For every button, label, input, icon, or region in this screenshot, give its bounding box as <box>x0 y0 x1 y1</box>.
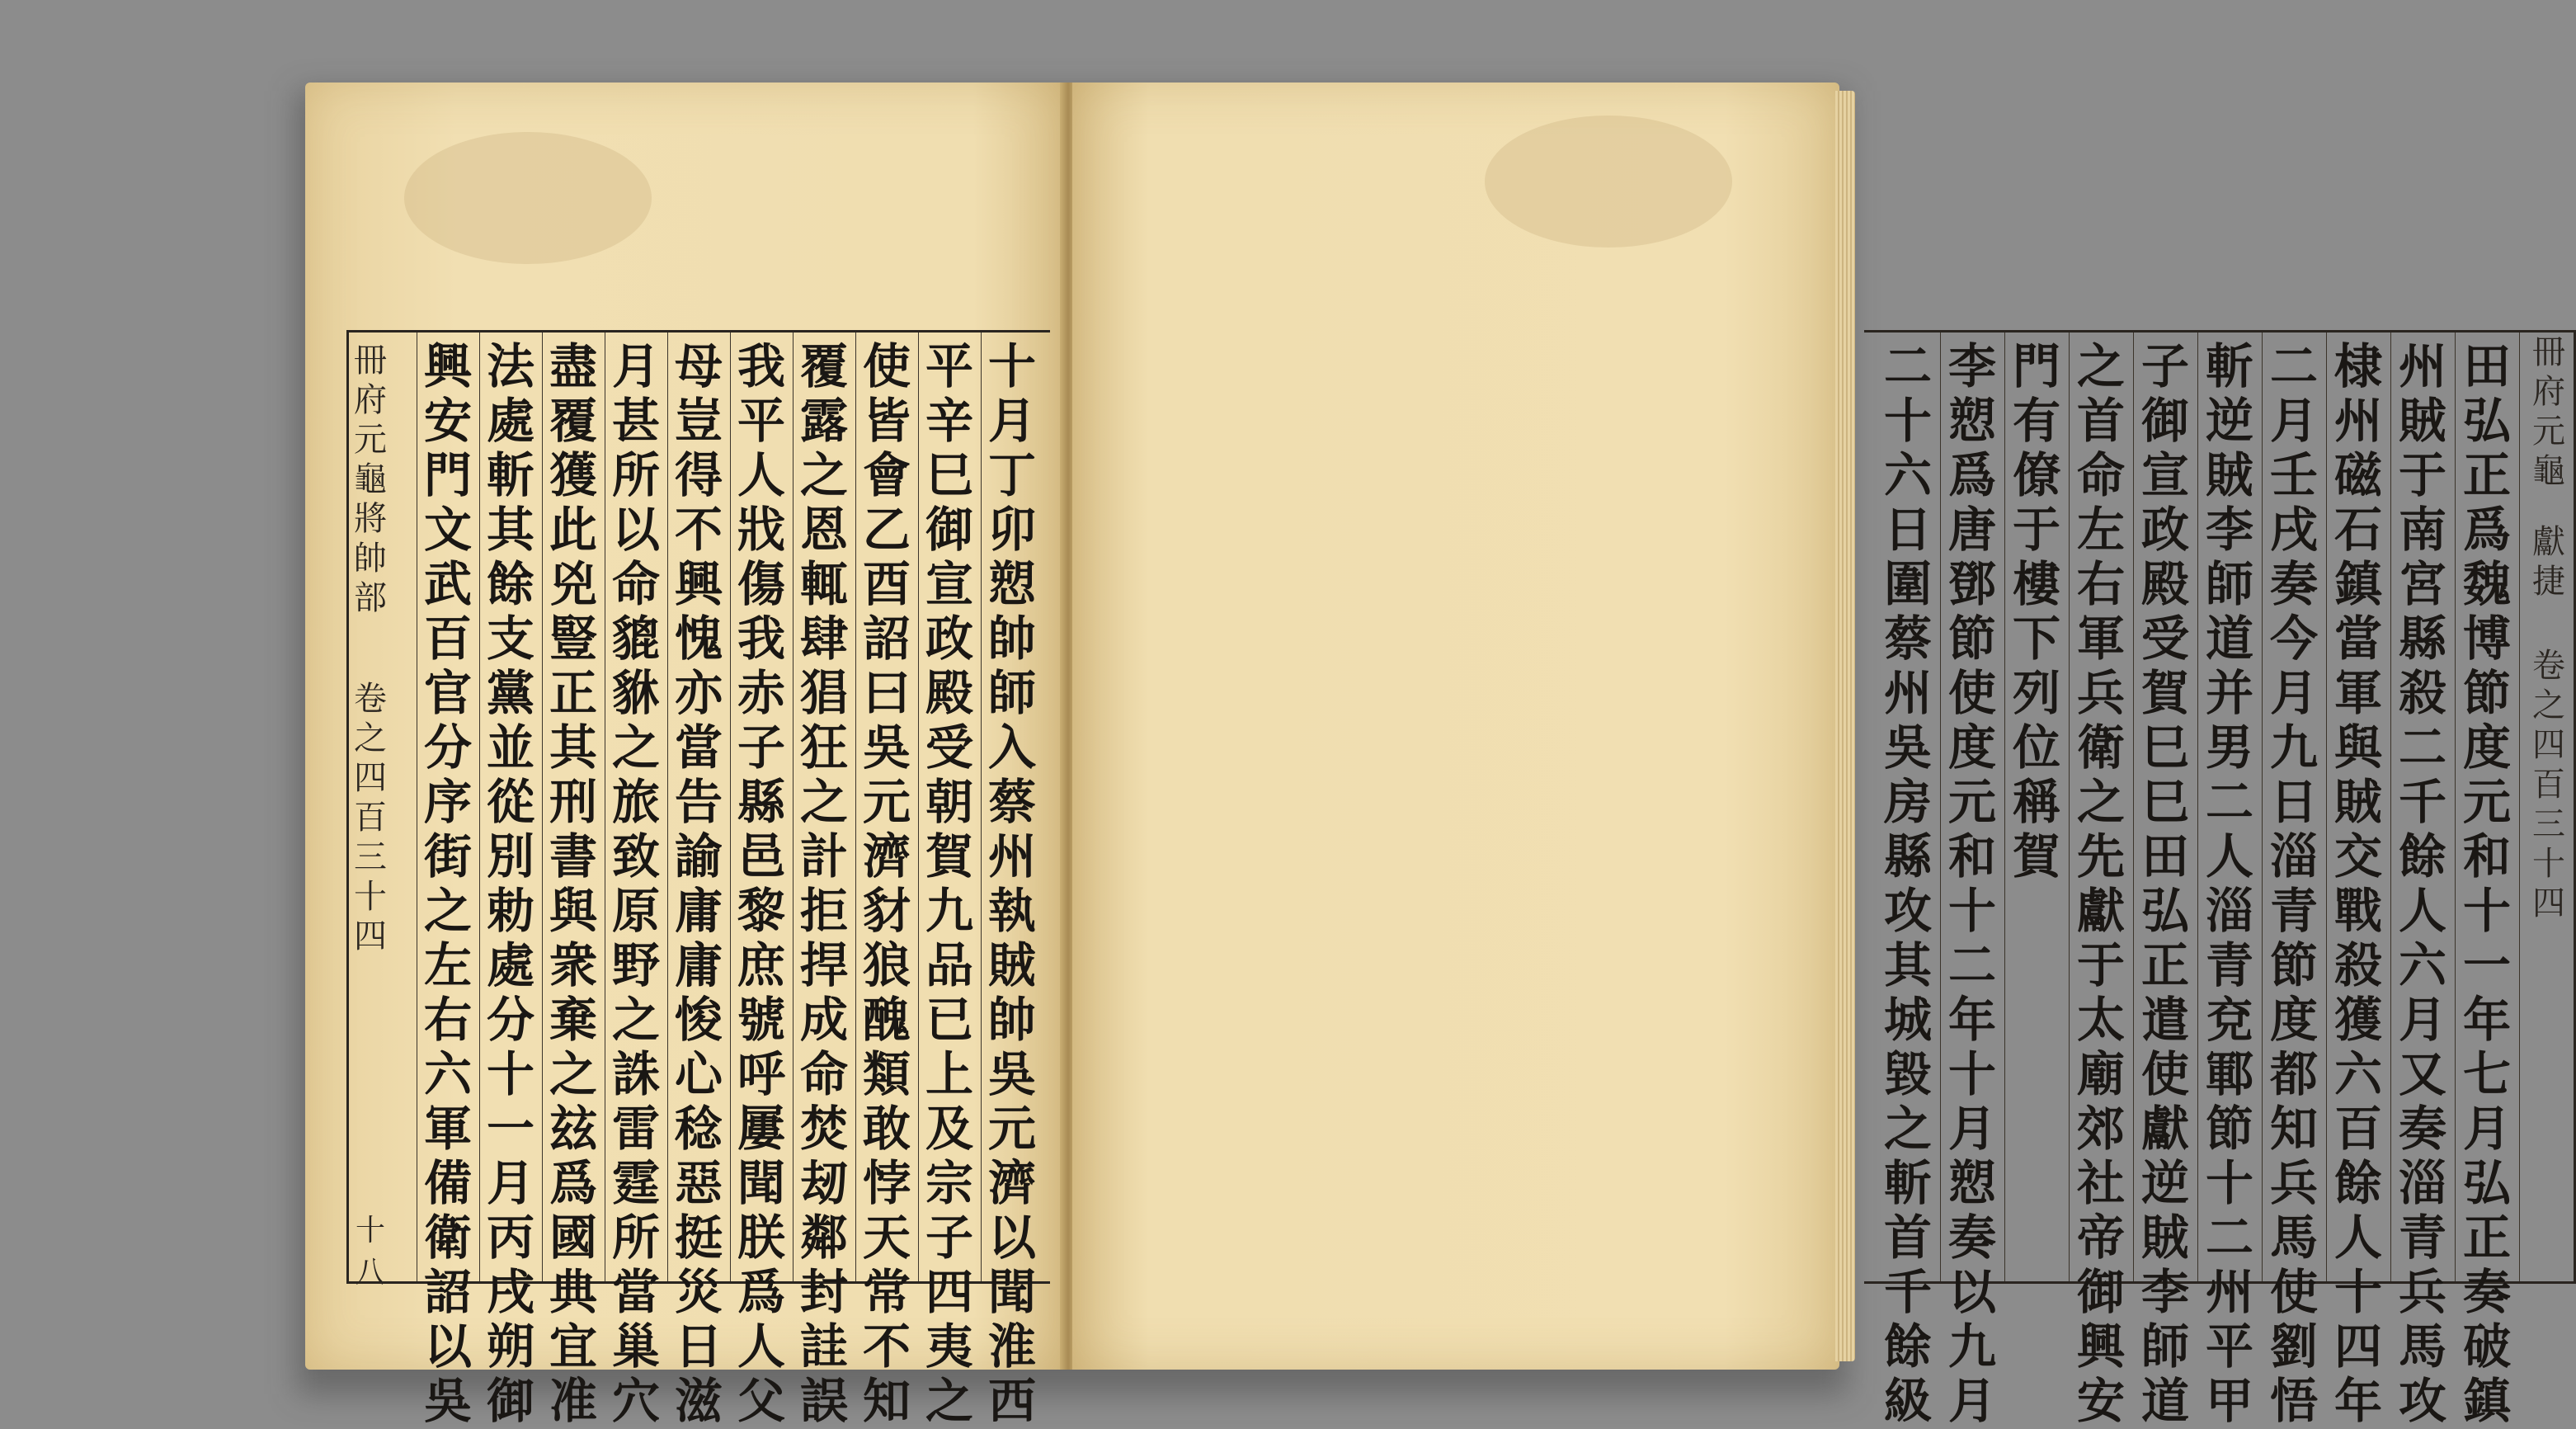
text-column: 州 賊 于 南 宮 縣 殺 二 千 餘 人 六 月 又 奏 淄 青 兵 馬 攻 <box>2398 338 2446 1429</box>
text-column: 母 豈 得 不 興 愧 亦 當 告 諭 庸 庸 悛 心 稔 惡 挺 災 日 滋 <box>674 338 723 1429</box>
text-column: 二 十 六 日 圍 蔡 州 吳 房 縣 攻 其 城 毀 之 斬 首 千 餘 級 <box>1883 338 1932 1429</box>
column-rule <box>2133 332 2134 1281</box>
right-margin-title: 冊 府 元 龜 <box>2532 333 2565 490</box>
column-rule <box>2197 332 2198 1281</box>
column-rule <box>730 332 731 1281</box>
text-column: 田 弘 正 爲 魏 博 節 度 元 和 十 一 年 七 月 弘 正 奏 破 鎮 <box>2462 338 2511 1429</box>
text-column: 盡 覆 獲 此 兇 豎 正 其 刑 書 與 衆 棄 之 玆 爲 國 典 宜 准 <box>549 338 597 1429</box>
text-column: 之 首 命 左 右 軍 兵 衛 之 先 獻 于 太 廟 郊 社 帝 御 興 安 <box>2076 338 2125 1429</box>
left-margin-title: 冊 府 元 龜 將 帥 部 <box>354 342 387 617</box>
text-column: 興 安 門 文 武 百 官 分 序 街 之 左 右 六 軍 備 衛 詔 以 吳 <box>423 338 472 1429</box>
text-column: 門 有 僚 于 樓 下 列 位 稱 賀 <box>2012 338 2060 884</box>
open-book <box>305 83 2565 1429</box>
right-text-frame <box>1864 330 2576 1429</box>
column-rule <box>2455 332 2456 1281</box>
column-rule <box>2519 332 2520 1281</box>
column-rule <box>1940 332 1941 1281</box>
text-column: 斬 逆 賊 李 師 道 并 男 二 人 淄 青 兗 鄆 節 十 二 州 平 甲 <box>2205 338 2253 1429</box>
column-rule <box>2069 332 2070 1281</box>
column-rule <box>2262 332 2263 1281</box>
column-rule <box>542 332 543 1281</box>
text-column: 十 月 丁 卯 愬 帥 師 入 蔡 州 執 賊 帥 吳 元 濟 以 聞 淮 西 <box>987 338 1036 1429</box>
paper-stain <box>1485 116 1732 248</box>
column-rule <box>479 332 480 1281</box>
left-page <box>305 83 1064 1429</box>
left-margin-volume: 卷 之 四 百 三 十 四 <box>354 680 387 955</box>
column-rule <box>2326 332 2327 1281</box>
left-text-frame <box>346 330 1050 1429</box>
paper-stain <box>404 132 652 264</box>
text-column: 我 平 人 戕 傷 我 赤 子 縣 邑 黎 庶 號 呼 屢 聞 朕 爲 人 父 <box>737 338 785 1429</box>
column-rule <box>667 332 668 1281</box>
text-column: 棣 州 磁 石 鎮 當 軍 與 賊 交 戰 殺 獲 六 百 餘 人 十 四 年 <box>2333 338 2382 1429</box>
left-text-columns <box>349 332 1050 1429</box>
right-text-columns <box>1864 332 2574 1429</box>
right-margin-volume: 卷 之 四 百 三 十 四 <box>2532 647 2565 922</box>
text-column: 子 御 宣 政 殿 受 賀 巳 巳 田 弘 正 遣 使 獻 逆 賊 李 師 道 <box>2140 338 2189 1429</box>
column-rule <box>855 332 856 1281</box>
right-page <box>1072 83 2565 1429</box>
text-column: 李 愬 爲 唐 鄧 節 使 度 元 和 十 二 年 十 月 愬 奏 以 九 月 <box>1947 338 1996 1429</box>
right-margin-subtitle: 獻 捷 <box>2532 523 2565 601</box>
column-rule <box>918 332 919 1281</box>
column-rule <box>2390 332 2391 1281</box>
column-rule <box>2004 332 2005 1281</box>
page-number: 十 八 <box>356 1214 386 1290</box>
text-column: 覆 露 之 恩 輒 肆 猖 狂 之 計 拒 捍 成 命 焚 刼 鄰 封 詿 誤 <box>799 338 848 1429</box>
text-column: 法 處 斬 其 餘 支 黨 並 從 別 勅 處 分 十 一 月 丙 戌 朔 御 <box>486 338 535 1429</box>
text-column: 二 月 壬 戌 奏 今 月 九 日 淄 青 節 度 都 知 兵 馬 使 劉 悟 <box>2269 338 2318 1429</box>
text-column: 月 甚 所 以 命 貔 貅 之 旅 致 原 野 之 誅 雷 霆 所 當 巢 穴 <box>611 338 660 1429</box>
column-rule <box>981 332 982 1281</box>
text-column: 平 辛 巳 御 宣 政 殿 受 朝 賀 九 品 已 上 及 宗 子 四 夷 之 <box>925 338 973 1429</box>
text-column: 使 皆 會 乙 酉 詔 曰 吳 元 濟 豺 狼 醜 類 敢 悖 天 常 不 知 <box>862 338 911 1429</box>
page-edges <box>1835 91 1855 1361</box>
column-rule <box>793 332 794 1281</box>
